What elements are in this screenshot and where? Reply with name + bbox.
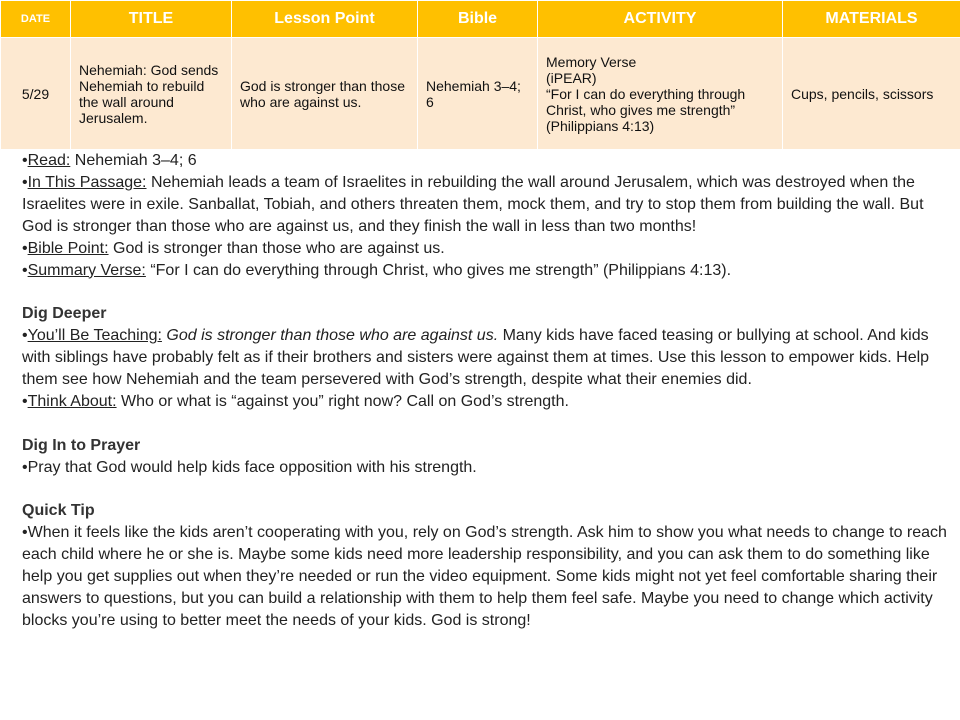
cell-title: Nehemiah: God sends Nehemiah to rebuild the wall around Jerusalem. [71,38,232,150]
passage-text: Nehemiah leads a team of Israelites in rebuilding the wall around Jerusalem, which was destroyed when the Israelites were in exile. Sanballat, Tobiah, and others threaten them, mock them, and try to stop them from building the wall. But God is stronger than those who are against us, and they finish the wall in less than two months! [22,173,924,235]
bullet: • [22,261,28,279]
passage-label: In This Passage: [27,173,147,191]
teaching-italic: God is stronger than those who are against us. [161,327,499,345]
think-line [22,391,957,413]
bible-point-label: Bible Point: [27,239,109,257]
summary-line [22,260,957,282]
bullet: • [22,392,28,410]
activity-line-3: “For I can do everything through Christ, who gives me strength” (Philippians 4:13) [546,85,746,134]
summary-text: “For I can do everything through Christ, who gives me strength” (Philippians 4:13). [145,261,732,279]
bullet: • [22,152,28,169]
bible-point-text: God is stronger than those who are against us. [108,239,445,257]
lesson-notes [22,150,957,632]
spacer [22,413,957,435]
tip-heading: Quick Tip [22,502,95,520]
passage-line [22,172,957,238]
spacer [22,281,957,303]
spacer [22,479,957,501]
header-bible: Bible [418,1,538,38]
bullet: • [22,458,28,476]
cell-lesson-point: God is stronger than those who are against us. [232,38,418,150]
prayer-text: Pray that God would help kids face opposition with his strength. [27,458,477,476]
header-activity: ACTIVITY [538,1,783,38]
think-text: Who or what is “against you” right now? Call on God’s strength. [116,392,569,410]
table-row [1,38,960,150]
prayer-line [22,457,957,479]
bullet: • [22,327,28,345]
read-line [22,150,957,172]
cell-date: 5/29 [1,38,71,150]
teaching-label: You’ll Be Teaching: [27,327,162,345]
lesson-table [0,0,960,150]
header-lesson-point: Lesson Point [232,1,418,38]
tip-line [22,522,957,632]
table-header-row [1,1,960,38]
read-text: Nehemiah 3–4; 6 [70,152,197,169]
think-label: Think About: [27,392,117,410]
tip-text: When it feels like the kids aren’t cooperating with you, rely on God’s strength. Ask him to show you what needs to change to reach each child where he or she is. Maybe some kids need more leadership responsibility, and you can ask them to do something like help you get supplies out when they’re needed or run the video equipment. Some kids might not yet feel comfortable sharing their answers to questions, but you can build a relationship with them to help them feel safe. Maybe you need to change which activity blocks you’re using to better meet the needs of your kids. God is strong! [22,524,947,629]
header-materials: MATERIALS [783,1,960,38]
header-title: TITLE [71,1,232,38]
header-date: DATE [1,1,71,38]
dig-deeper-heading: Dig Deeper [22,305,107,323]
bullet: • [22,173,28,191]
bullet: • [22,524,28,542]
prayer-heading: Dig In to Prayer [22,436,141,454]
bullet: • [22,239,28,257]
activity-line-2: (iPEAR) [546,69,597,86]
bible-point-line [22,238,957,260]
activity-line-1: Memory Verse [546,53,637,70]
summary-label: Summary Verse: [27,261,146,279]
teaching-line [22,325,957,391]
teaching-text: Many kids have faced teasing or bullying at school. And kids with siblings have probably felt as if their brothers and sisters were against them at times. Use this lesson to empower kids. Help them see how Nehemiah and the team persevered with God’s strength, despite what their enemies did. [22,327,930,389]
cell-activity [538,38,783,150]
cell-materials: Cups, pencils, scissors [783,38,960,150]
read-label: Read: [27,152,71,169]
cell-bible: Nehemiah 3–4; 6 [418,38,538,150]
